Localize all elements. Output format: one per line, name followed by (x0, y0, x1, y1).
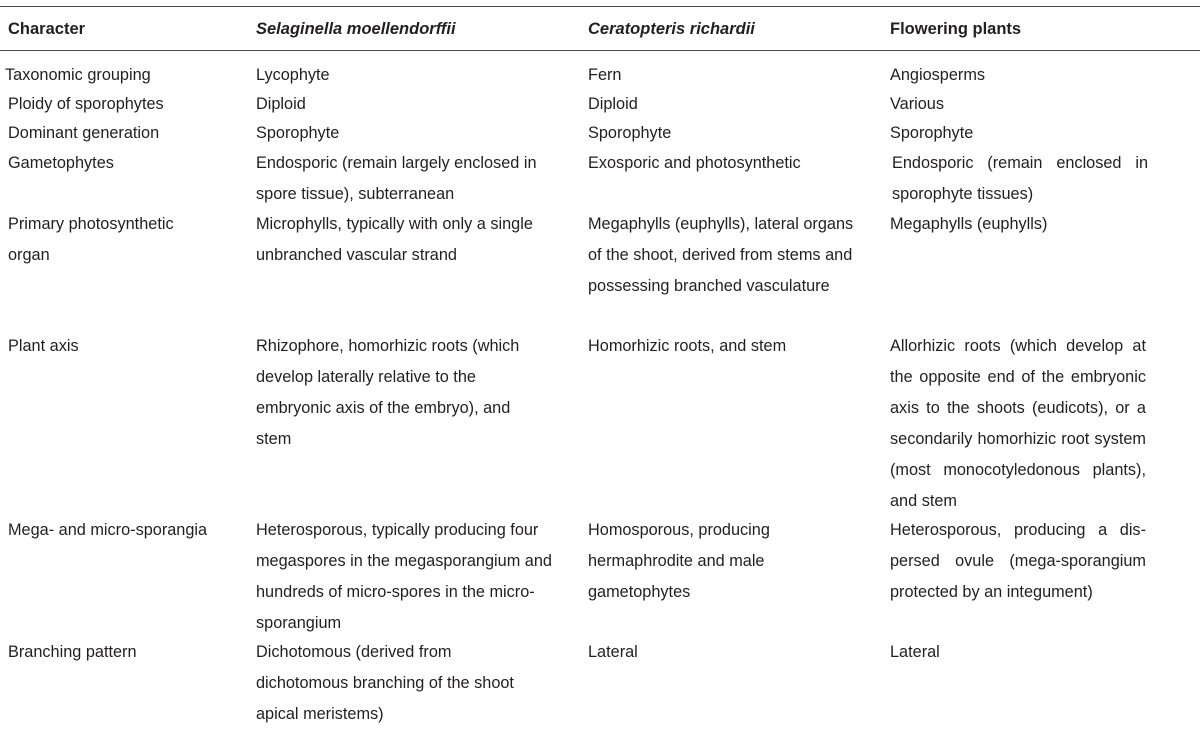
table-cell: Allorhizic roots (which develop at the opposite end of the embryonic axis to the shoots (eudicots), or a secondarily homorhizic root system (most monocotyledonous plants), and stem (890, 337, 1146, 510)
table-cell-character: Taxonomic grouping (5, 66, 151, 84)
table-cell: Diploid (588, 95, 638, 113)
table-cell: Dichotomous (derived from dichotomous branching of the shoot apical meristems) (256, 643, 514, 723)
table-cell: Various (890, 95, 944, 113)
table-cell: Lycophyte (256, 66, 330, 84)
table-cell: Exosporic and photosynthetic (588, 154, 801, 172)
table-cell: Megaphylls (euphylls), lateral organs of the shoot, derived from stems and possessing branched vasculature (588, 215, 854, 295)
table-cell-character: Ploidy of sporophytes (8, 95, 164, 113)
table-cell: Heterosporous, producing a dispersed ovule (mega-sporangium protected by an integument) (890, 521, 1146, 601)
header-rule (0, 50, 1200, 51)
table-cell: Sporophyte (890, 124, 974, 142)
table-cell: Fern (588, 66, 622, 84)
table-cell: Sporophyte (256, 124, 340, 142)
table-cell-character: Dominant generation (8, 124, 160, 142)
table-cell: Homosporous, producing hermaphrodite and male gametophytes (588, 521, 770, 601)
table-cell: Homorhizic roots, and stem (588, 337, 787, 355)
table-cell: Angiosperms (890, 66, 986, 84)
table-cell: Microphylls, typically with only a single unbranched vascular strand (256, 215, 533, 264)
table-cell-character: Branching pattern (8, 643, 137, 661)
table-cell: Diploid (256, 95, 306, 113)
table-cell: Rhizophore, homorhizic roots (which develop laterally relative to the embryonic axis of the embryo), and stem (256, 337, 520, 448)
table-cell-character: Gametophytes (8, 154, 114, 172)
column-header: Character (8, 20, 86, 38)
table-cell-character: Mega- and micro-sporangia (8, 521, 208, 539)
table-cell: Heterosporous, typically producing four megaspores in the megasporangium and hundreds of micro-spores in the micro-sporangium (256, 521, 552, 632)
table-cell: Lateral (890, 643, 940, 661)
column-header: Flowering plants (890, 20, 1022, 38)
table-cell: Endosporic (remain largely enclosed in spore tissue), subterranean (256, 154, 537, 203)
top-rule (0, 6, 1200, 7)
column-header: Ceratopteris richardii (588, 20, 755, 38)
table-cell: Sporophyte (588, 124, 672, 142)
table-cell: Lateral (588, 643, 638, 661)
table-cell-character: Plant axis (8, 337, 79, 355)
table-cell: Megaphylls (euphylls) (890, 215, 1048, 233)
table-cell: Endosporic (remain enclosed in sporophyte tissues) (892, 154, 1148, 203)
table-cell-character: Primary photosynthetic organ (8, 215, 174, 264)
column-header: Selaginella moellendorffii (256, 20, 456, 38)
